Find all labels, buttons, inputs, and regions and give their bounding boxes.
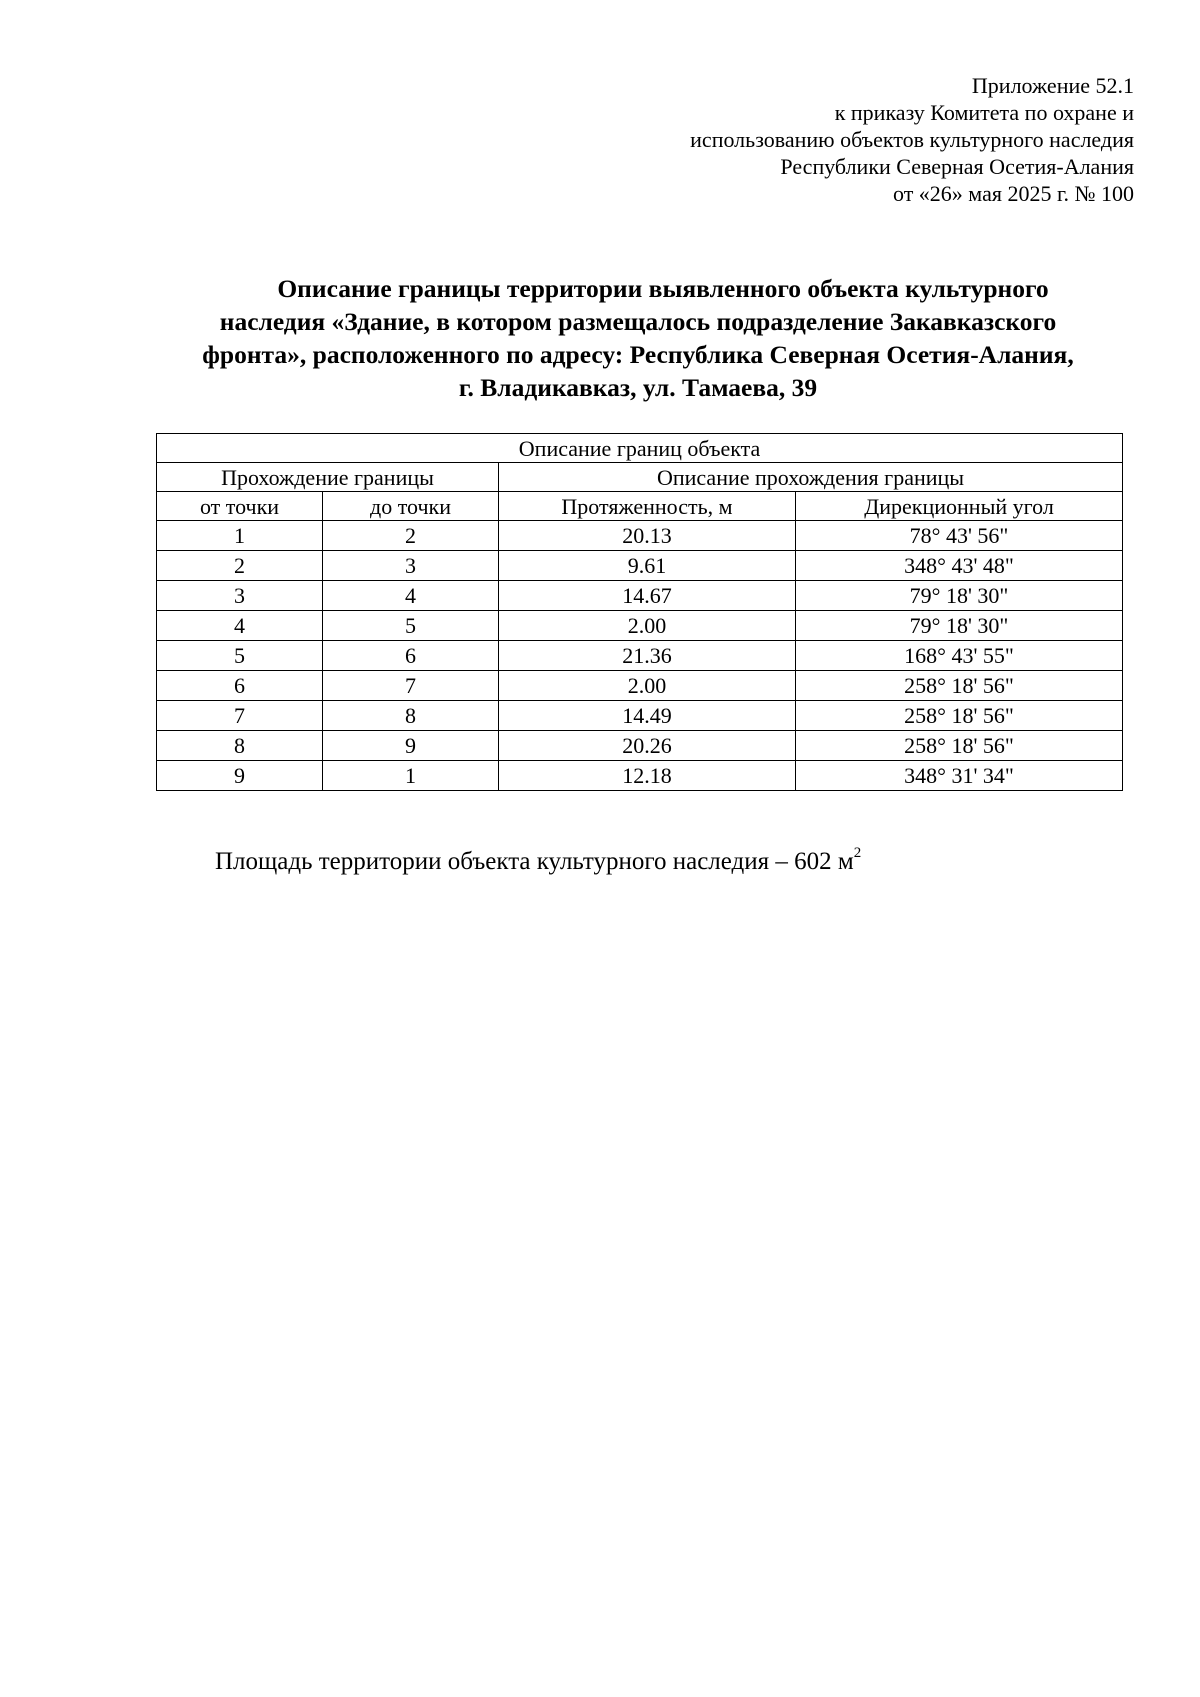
cell-direction-angle: 258° 18' 56" xyxy=(796,671,1123,701)
cell-direction-angle: 258° 18' 56" xyxy=(796,731,1123,761)
cell-from-point: 3 xyxy=(157,581,323,611)
boundary-table xyxy=(156,433,1123,791)
cell-direction-angle: 78° 43' 56" xyxy=(796,521,1123,551)
table-row xyxy=(157,521,1123,551)
cell-length: 21.36 xyxy=(499,641,796,671)
cell-from-point: 9 xyxy=(157,761,323,791)
cell-from-point: 2 xyxy=(157,551,323,581)
title-line: г. Владикавказ, ул. Тамаева, 39 xyxy=(458,373,818,402)
cell-length: 14.67 xyxy=(499,581,796,611)
cell-from-point: 1 xyxy=(157,521,323,551)
table-row xyxy=(157,551,1123,581)
table-column-header-row xyxy=(157,492,1123,521)
cell-direction-angle: 168° 43' 55" xyxy=(796,641,1123,671)
cell-direction-angle: 79° 18' 30" xyxy=(796,611,1123,641)
table-row xyxy=(157,641,1123,671)
cell-length: 14.49 xyxy=(499,701,796,731)
cell-to-point: 1 xyxy=(323,761,499,791)
cell-to-point: 5 xyxy=(323,611,499,641)
area-text: Площадь территории объекта культурного наследия – 602 м xyxy=(215,848,854,875)
appendix-line: Приложение 52.1 xyxy=(971,73,1134,98)
appendix-header xyxy=(434,72,1134,207)
cell-length: 2.00 xyxy=(499,671,796,701)
cell-from-point: 8 xyxy=(157,731,323,761)
title-line: фронта», расположенного по адресу: Республика Северная Осетия-Алания, xyxy=(202,340,1074,369)
cell-length: 12.18 xyxy=(499,761,796,791)
column-header-length: Протяженность, м xyxy=(499,492,796,521)
cell-length: 20.26 xyxy=(499,731,796,761)
appendix-line: к приказу Комитета по охране и xyxy=(834,100,1134,125)
cell-to-point: 6 xyxy=(323,641,499,671)
table-row xyxy=(157,671,1123,701)
cell-direction-angle: 348° 43' 48" xyxy=(796,551,1123,581)
table-row xyxy=(157,701,1123,731)
appendix-line: от «26» мая 2025 г. № 100 xyxy=(892,181,1134,206)
cell-to-point: 8 xyxy=(323,701,499,731)
table-caption: Описание границ объекта xyxy=(157,434,1123,463)
group-header-boundary-pass: Прохождение границы xyxy=(157,463,499,492)
table-caption-row xyxy=(157,434,1123,463)
title-line: наследия «Здание, в котором размещалось подразделение Закавказского xyxy=(219,307,1057,336)
cell-length: 9.61 xyxy=(499,551,796,581)
cell-from-point: 5 xyxy=(157,641,323,671)
column-header-direction-angle: Дирекционный угол xyxy=(796,492,1123,521)
cell-to-point: 2 xyxy=(323,521,499,551)
table-row xyxy=(157,581,1123,611)
column-header-to-point: до точки xyxy=(323,492,499,521)
table-row xyxy=(157,761,1123,791)
cell-length: 2.00 xyxy=(499,611,796,641)
cell-from-point: 6 xyxy=(157,671,323,701)
title-line xyxy=(148,272,1128,305)
cell-to-point: 4 xyxy=(323,581,499,611)
cell-direction-angle: 79° 18' 30" xyxy=(796,581,1123,611)
cell-to-point: 7 xyxy=(323,671,499,701)
cell-direction-angle: 258° 18' 56" xyxy=(796,701,1123,731)
cell-to-point: 9 xyxy=(323,731,499,761)
group-header-boundary-description: Описание прохождения границы xyxy=(499,463,1123,492)
column-header-from-point: от точки xyxy=(157,492,323,521)
cell-from-point: 7 xyxy=(157,701,323,731)
cell-length: 20.13 xyxy=(499,521,796,551)
title-line-text: Описание границы территории выявленного объекта культурного xyxy=(277,274,1049,303)
document-title xyxy=(148,272,1128,404)
area-statement xyxy=(215,846,861,878)
cell-direction-angle: 348° 31' 34" xyxy=(796,761,1123,791)
table-group-header-row xyxy=(157,463,1123,492)
table-row xyxy=(157,731,1123,761)
cell-to-point: 3 xyxy=(323,551,499,581)
appendix-line: Республики Северная Осетия-Алания xyxy=(780,154,1134,179)
area-unit-superscript: 2 xyxy=(853,845,862,861)
appendix-line: использованию объектов культурного наследия xyxy=(690,127,1134,152)
cell-from-point: 4 xyxy=(157,611,323,641)
table-row xyxy=(157,611,1123,641)
